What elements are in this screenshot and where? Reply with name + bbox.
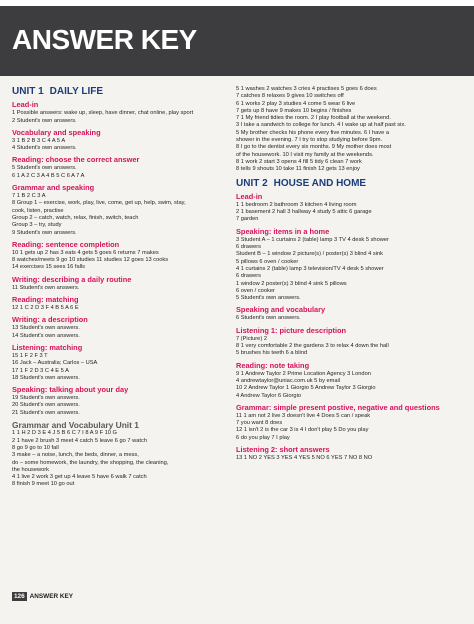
footer-label: ANSWER KEY bbox=[29, 593, 73, 600]
answer-line: 9 Student's own answers. bbox=[12, 229, 77, 236]
answer-line: 5 1 washes 2 watches 3 cries 4 practises 5 goes 6 does bbox=[236, 86, 377, 92]
answer-line: 1 Possible answers: wake up, sleep, have dinner, chat online, play sport bbox=[12, 110, 194, 117]
answer-line: 1 window 2 poster(s) 3 blind 4 sink 5 pillows bbox=[236, 280, 347, 287]
unit-title bbox=[236, 177, 457, 189]
answer-line: 6 Student's own answers. bbox=[236, 315, 301, 322]
page-footer bbox=[12, 592, 73, 602]
right-column bbox=[236, 86, 457, 462]
answer-line: 10 2 Andrew Taylor 1 Giorgio 5 Andrew Taylor 3 Giorgio bbox=[236, 385, 376, 392]
answer-line: 19 Student's own answers. bbox=[12, 395, 80, 402]
answer-line: 3 make – a noise, lunch, the beds, dinner, a mess, bbox=[12, 452, 139, 459]
answer-line: 2 1 have 2 brush 3 meet 4 catch 5 leave 6 go 7 watch bbox=[12, 437, 148, 444]
answer-line: of the housework. 10 I visit my family at the weekends. bbox=[236, 151, 374, 158]
answer-line: 5 pillows 6 oven / cooker bbox=[236, 258, 299, 265]
section-heading: Lead-in bbox=[236, 191, 263, 201]
section-heading: Grammar and Vocabulary Unit 1 bbox=[12, 420, 139, 431]
answer-line: 1 1 bedroom 2 bathroom 3 kitchen 4 living room bbox=[236, 201, 357, 208]
answer-line: 7 1 My friend tidies the room. 2 I play football at the weekend. bbox=[236, 115, 391, 122]
answer-line: 14 Student's own answers. bbox=[12, 332, 80, 339]
answer-line: 12 1 C 2 D 3 F 4 B 5 A 6 E bbox=[12, 305, 79, 312]
answer-line: 8 go 9 go to 10 fall bbox=[12, 444, 59, 451]
answer-line: 4 Andrew Taylor 6 Giorgio bbox=[236, 392, 302, 399]
answer-line: 17 1 F 2 D 3 C 4 E 5 A bbox=[12, 367, 69, 374]
answer-line: 7 1 B 2 C 3 A bbox=[12, 193, 46, 200]
section-heading: Reading: sentence completion bbox=[12, 239, 120, 249]
section-heading: Listening 1: picture description bbox=[236, 325, 347, 335]
answer-line: 4 Student's own answers. bbox=[12, 145, 77, 152]
answer-line: 13 1 NO 2 YES 3 YES 4 YES 5 NO 6 YES 7 NO 8 NO bbox=[236, 454, 373, 461]
answer-line: 2 1 basement 2 hall 3 hallway 4 study 5 attic 6 garage bbox=[236, 209, 372, 216]
section-heading: Grammar: simple present postive, negative and questions bbox=[236, 402, 440, 412]
answer-line: 7 catches 8 relaxes 9 gives 10 switches off bbox=[236, 93, 344, 100]
answer-line: 11 Student's own answers. bbox=[12, 284, 80, 291]
header-banner bbox=[0, 0, 474, 76]
section-heading: Speaking: talking about your day bbox=[12, 385, 129, 395]
answer-line: 21 Student's own answers. bbox=[12, 409, 80, 416]
answer-line: 8 tells 9 shouts 10 take 11 finish 12 gets 13 enjoy bbox=[236, 166, 360, 173]
answer-line: 4 andrewtaylor@uniac.com.uk 5 by email bbox=[236, 377, 341, 384]
answer-line: 6 1 A 2 C 3 A 4 B 5 C 6 A 7 A bbox=[12, 172, 85, 179]
answer-line: 15 1 F 2 F 3 T bbox=[12, 352, 48, 359]
answer-line: 5 brushes his teeth 6 a blind bbox=[236, 350, 308, 357]
section-heading: Grammar and speaking bbox=[12, 183, 95, 193]
answer-line: 6 drawers bbox=[236, 244, 261, 251]
answer-line: 8 1 very comfortable 2 the gardens 3 to relax 4 down the hall bbox=[236, 343, 389, 350]
answer-line: do – some homework, the laundry, the shopping, the cleaning, bbox=[12, 459, 169, 466]
section-heading: Listening 2: short answers bbox=[236, 444, 330, 454]
answer-line: 18 Student's own answers. bbox=[12, 374, 80, 381]
section-heading: Speaking: items in a home bbox=[236, 226, 330, 236]
section-heading: Lead-in bbox=[12, 100, 39, 110]
page-title: ANSWER KEY bbox=[12, 24, 197, 55]
answer-line: Group 2 – catch, watch, relax, finish, switch, teach bbox=[12, 214, 139, 221]
unit-label: UNIT 2 bbox=[236, 177, 268, 189]
answer-line: 20 Student's own answers. bbox=[12, 402, 80, 409]
unit-label: UNIT 1 bbox=[12, 86, 44, 97]
answer-line: 4 1 live 2 work 3 get up 4 leave 5 have 6 walk 7 catch bbox=[12, 474, 147, 481]
answer-line: 2 Student's own answers. bbox=[12, 117, 77, 124]
answer-line: 7 garden bbox=[236, 216, 259, 223]
answer-line: 7 gets up 8 have 9 makes 10 begins / finishes bbox=[236, 107, 352, 114]
answer-line: 6 do you play 7 I play bbox=[236, 434, 290, 441]
answer-line: 6 drawers bbox=[236, 273, 261, 280]
section-heading: Listening: matching bbox=[12, 342, 83, 352]
answer-line: 8 finish 9 meet 10 go out bbox=[12, 481, 75, 488]
answer-line: 1 1 H 2 D 3 E 4 J 5 B 6 C 7 I 8 A 9 F 10 G bbox=[12, 430, 117, 437]
answer-line: 7 you want 8 does bbox=[236, 420, 283, 427]
right-top-lines bbox=[236, 86, 457, 174]
section-heading: Reading: choose the correct answer bbox=[12, 155, 140, 165]
answer-line: 14 exercises 15 sees 16 falls bbox=[12, 264, 86, 271]
answer-line: 13 Student's own answers. bbox=[12, 325, 80, 332]
unit-name: DAILY LIFE bbox=[49, 86, 104, 97]
answer-line: 6 oven / cooker bbox=[236, 287, 275, 294]
answer-line: 16 Jack – Australia; Carlos – USA bbox=[12, 360, 98, 367]
section-heading: Reading: note taking bbox=[236, 360, 310, 370]
section-heading: Writing: describing a daily routine bbox=[12, 274, 132, 284]
answer-line: 3 I take a sandwich to college for lunch. 4 I wake up at half past six. bbox=[236, 122, 406, 129]
answer-line: cook, listen, practise bbox=[12, 207, 64, 214]
unit-title bbox=[12, 88, 233, 95]
answer-line: shower in the evening. 7 I try to stop studying before 9pm. bbox=[236, 137, 383, 144]
answer-line: 8 watches/meets 9 go 10 studies 11 studies 12 goes 13 cooks bbox=[12, 257, 169, 264]
section-heading: Reading: matching bbox=[12, 295, 79, 305]
answer-line: Student B – 1 window 2 picture(s) / poster(s) 3 blind 4 sink bbox=[236, 251, 383, 258]
left-sections bbox=[12, 101, 233, 488]
answer-line: 3 1 B 2 B 3 C 4 A 5 A bbox=[12, 137, 66, 144]
answer-line: 4 1 curtains 2 (table) lamp 3 television/TV 4 desk 5 shower bbox=[236, 265, 384, 272]
section-heading: Vocabulary and speaking bbox=[12, 127, 101, 137]
answer-line: 5 Student's own answers. bbox=[12, 165, 77, 172]
answer-line: 8 I go to the dentist every six months. 9 My mother does most bbox=[236, 144, 392, 151]
answer-line: 6 1 works 2 play 3 studies 4 come 5 wear 6 live bbox=[236, 100, 356, 107]
answer-line: 8 Group 1 – exercise, work, play, live, come, get up, help, swim, stay, bbox=[12, 200, 186, 207]
answer-line: 9 1 Andrew Taylor 2 Prime Location Agency 3 London bbox=[236, 370, 371, 377]
answer-line: 12 1 isn't 2 is the car 3 is 4 I don't play 5 Do you play bbox=[236, 427, 369, 434]
answer-line: 8 1 work 2 start 3 opens 4 fill 5 tidy 6 clean 7 work bbox=[236, 158, 362, 165]
left-column bbox=[12, 84, 233, 489]
answer-line: 11 1 am not 2 live 3 doesn't live 4 Does 5 can / speak bbox=[236, 412, 371, 419]
answer-line: Group 3 – try, study bbox=[12, 222, 62, 229]
page-number: 126 bbox=[14, 593, 25, 600]
right-sections bbox=[236, 193, 457, 462]
answer-line: 7 (Picture) 2 bbox=[236, 335, 267, 342]
section-heading: Writing: a description bbox=[12, 315, 88, 325]
answer-line: 3 Student A – 1 curtains 2 (table) lamp 3 TV 4 desk 5 shower bbox=[236, 236, 389, 243]
answer-line: 5 My brother checks his phone every five minutes. 6 I have a bbox=[236, 129, 390, 136]
answer-line: 5 Student's own answers. bbox=[236, 295, 301, 302]
answer-line: 10 1 gets up 2 has 3 eats 4 gets 5 goes 6 returns 7 makes bbox=[12, 249, 159, 256]
section-heading: Speaking and vocabulary bbox=[236, 305, 326, 315]
unit-name: HOUSE AND HOME bbox=[273, 177, 367, 189]
answer-line: the housework bbox=[12, 466, 49, 473]
